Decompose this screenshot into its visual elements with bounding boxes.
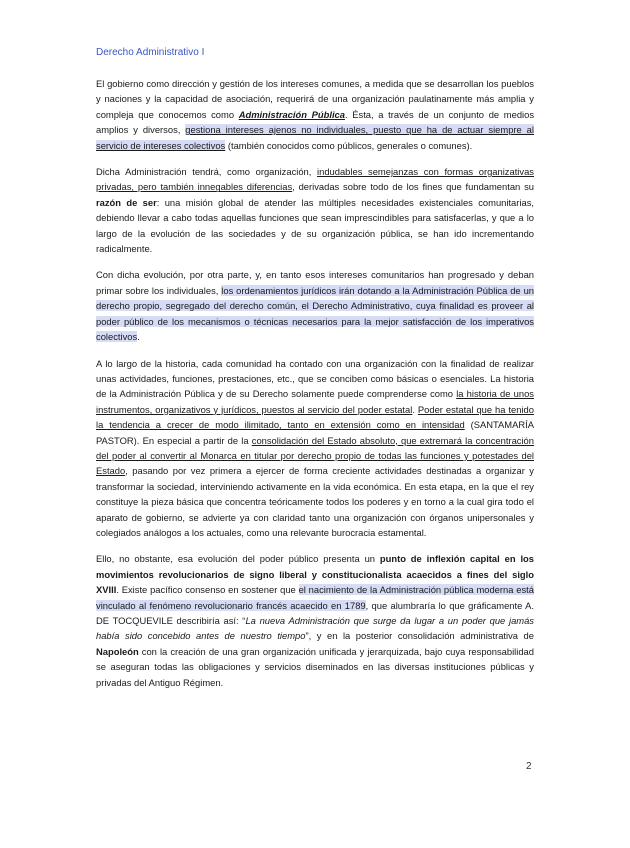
page-number: 2 (526, 761, 532, 772)
text-run: Con dicha evolución, por otra parte, y, en tanto esos intereses comunitarios han progresado y deban primar sobre los individuales, (96, 269, 534, 296)
underlined-text: consolidación del Estado absoluto, que extremará la concentración del poder al convertir al Monarca en titular por derecho propio de todas las funciones y potestades del Estado (96, 434, 534, 477)
paragraph-1 (96, 76, 534, 153)
text-run: , pasando por vez primera a ejercer de forma creciente actividades destinadas a organizar y transformar la sociedad, interviniendo activamente en la vida económica. En esta etapa, en la que el rey constituye la pieza básica que concentra teóricamente todos los poderes y en torno a la cual gira todo el aparato de gobierno, se advierte ya con claridad tanto una organización con órganos unipersonales y colegiados análogos a los actuales, como una relevante burocracia estamental. (96, 465, 534, 538)
text-run: . (412, 403, 418, 415)
paragraph-5 (96, 551, 534, 690)
text-run: A lo largo de la historia, cada comunidad ha contado con una organización con la finalidad de realizar unas actividades, funciones, prestaciones, etc., que se conciben como básicas o esenciales. La historia de la Administración Pública y de su Derecho solamente puede comprenderse como (96, 357, 534, 400)
text-run: Dicha Administración tendrá, como organización, (96, 166, 318, 178)
running-header: Derecho Administrativo I (96, 47, 205, 58)
paragraph-2 (96, 164, 534, 256)
paragraph-3 (96, 267, 534, 344)
paragraph-4 (96, 356, 534, 541)
text-run: Ello, no obstante, esa evolución del poder público presenta un (96, 553, 380, 565)
text-run: : una misión global de atender las múltiples necesidades existenciales comunitarias, debiendo llevar a cabo todas aquellas funciones que sean imprescindibles para satisfacerlas, y que a lo largo de la evolución de las sociedades y de su organización pública, se han ido incrementando radicalmente. (96, 196, 534, 255)
text-run: , derivadas sobre todo de los fines que fundamentan su (292, 181, 534, 193)
text-run: . (137, 331, 140, 343)
underlined-text: Poder estatal que ha tenido la tendencia a crecer de modo ilimitado, tanto en extensión como en intensidad (96, 403, 534, 431)
text-run: . Ésta, a través de un conjunto de medios amplios y diversos, (96, 108, 535, 136)
term-administracion-publica: Administración Pública (238, 108, 345, 120)
highlighted-text: el nacimiento de la Administración pública moderna está vinculado al fenómeno revolucionario francés acaecido en 1789 (96, 584, 534, 611)
term-razon-de-ser: razón de ser (96, 196, 157, 208)
text-run: . Existe pacífico consenso en sostener que (116, 584, 299, 596)
body-text (96, 76, 534, 701)
underlined-text: indudables semejanzas con formas organizativas privadas, pero también innegables diferencias (96, 166, 534, 193)
text-run: con la creación de una gran organización unificada y jerarquizada, bajo cuya responsabilidad se aseguran todas las obligaciones y servicios diseminados en las diversas instituciones públicas y privadas del Antiguo Régimen. (96, 645, 534, 688)
highlighted-text: los ordenamientos jurídicos irán dotando a la Administración Pública de un derecho propio, segregado del derecho común, el Derecho Administrativo, cuya finalidad es proveer al poder público de los mecanismos o técnicas necesarios para la mejor satisfacción de los imperativos colectivos (96, 284, 534, 343)
underlined-text: la historia de unos instrumentos, organizativos y jurídicos, puestos al servicio del poder estatal (96, 388, 534, 415)
highlighted-text: gestiona intereses ajenos no individuales, puesto que ha de actuar siempre al servicio de intereses colectivos (96, 124, 534, 151)
quote-text: La nueva Administración que surge da lugar a un poder que jamás había sido concebido antes de nuestro tiempo (96, 615, 534, 642)
bold-text: punto de inflexión capital en los movimientos revolucionarios de signo liberal y constitucionalista acaecidos a fines del siglo XVIII (96, 553, 534, 596)
text-run: ”, y en la posterior consolidación administrativa de (305, 630, 534, 642)
text-run: (también conocidos como públicos, generales o comunes). (225, 139, 473, 151)
text-run: (SANTAMARÍA PASTOR). En especial a partir de la (96, 419, 534, 446)
text-run: El gobierno como dirección y gestión de los intereses comunes, a medida que se desarrollan los pueblos y naciones y la capacidad de asociación, requerirá de una organización paulatinamente más amplia y compleja que conocemos como (96, 78, 534, 120)
term-napoleon: Napoleón (96, 645, 139, 657)
text-run: , que alumbraría lo que gráficamente A. DE TOCQUEVILE describiría así: “ (96, 599, 534, 626)
